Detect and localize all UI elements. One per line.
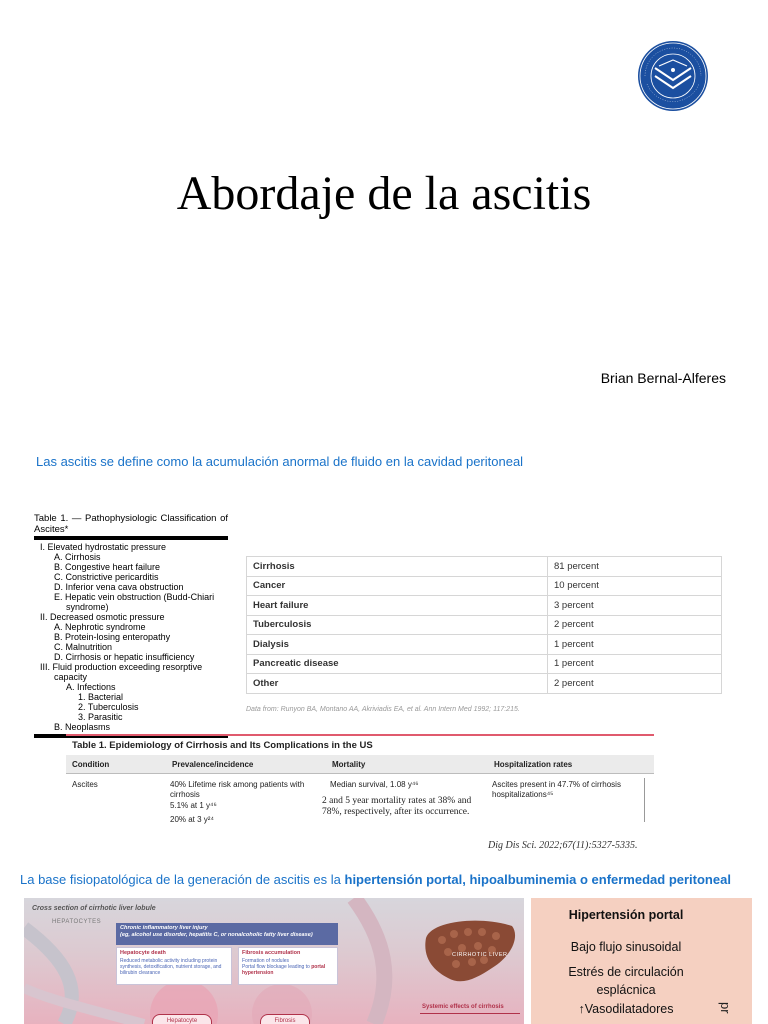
ascites-definition: Las ascitis se define como la acumulación anormal de fluido en la cavidad peritoneal [36, 454, 524, 469]
cell-prevalence-2: 5.1% at 1 y⁴⁶ [170, 801, 217, 810]
header-hospitalization: Hospitalization rates [494, 760, 573, 769]
classification-row: C. Malnutrition [54, 642, 113, 652]
causes-row [247, 576, 722, 596]
classification-row: 2. Tuberculosis [78, 702, 139, 712]
hepatocytes-label: HEPATOCYTES [52, 919, 102, 925]
systemic-effects-label: Systemic effects of cirrhosis [422, 1004, 504, 1010]
cause-condition: Tuberculosis [247, 615, 548, 635]
cause-percent: 1 percent [548, 654, 722, 674]
fibrosis-text-2 [242, 964, 334, 976]
presentation-title: Abordaje de la ascitis [176, 167, 592, 220]
cause-percent: 2 percent [548, 615, 722, 635]
classification-row: D. Cirrhosis or hepatic insufficiency [54, 652, 195, 662]
cause-condition: Pancreatic disease [247, 654, 548, 674]
portal-hypertension-panel [531, 898, 752, 1024]
causes-row [247, 635, 722, 655]
epidemiology-table [66, 734, 654, 828]
panel-title: Hipertensión portal [568, 908, 684, 922]
hepatocyte-pill: Hepatocyte [152, 1014, 212, 1024]
table-title: Table 1. — Pathophysiologic Classification of Ascites* [34, 513, 228, 535]
classification-row: 3. Parasitic [78, 712, 123, 722]
fibrosis-text-bold: portal hypertension [242, 964, 326, 976]
pathophysiology-heading [20, 872, 731, 887]
header-condition: Condition [72, 760, 110, 769]
fibrosis-title: Fibrosis accumulation [242, 950, 301, 956]
cause-condition: Dialysis [247, 635, 548, 655]
table-border [644, 778, 645, 822]
panel-item-3: esplácnica [596, 983, 656, 997]
classification-row: A. Nephrotic syndrome [54, 622, 146, 632]
causes-row [247, 674, 722, 694]
cell-condition: Ascites [72, 780, 98, 789]
cell-hospitalization: Ascites present in 47.7% of cirrhosis hospitalizations⁴⁵ [492, 780, 621, 799]
classification-row: B. Congestive heart failure [54, 562, 161, 572]
causes-row [247, 557, 722, 577]
panel-item-4: ↑Vasodilatadores [578, 1002, 674, 1016]
hepatocyte-death-box [116, 947, 232, 985]
classification-row: D. Inferior vena cava obstruction [54, 582, 184, 592]
cirrhosis-figure [24, 898, 524, 1024]
cell-prevalence-1: 40% Lifetime risk among patients with cirrhosis [170, 780, 305, 799]
cause-percent: 3 percent [548, 596, 722, 616]
cause-condition: Heart failure [247, 596, 548, 616]
causes-source: Data from: Runyon BA, Montano AA, Akriviadis EA, et al. Ann Intern Med 1992; 117:215. [246, 706, 520, 713]
cause-condition: Cancer [247, 576, 548, 596]
classification-row: 1. Bacterial [78, 692, 124, 702]
cell-mortality-note: 2 and 5 year mortality rates at 38% and 78%, respectively, after its occurrence. [322, 796, 472, 817]
pathophysiologic-classification-table [34, 513, 228, 740]
injury-subtitle: (eg, alcohol use disorder, hepatitis C, or nonalcoholic fatty liver disease) [120, 932, 313, 938]
classification-row: syndrome) [66, 602, 109, 612]
injury-box [116, 923, 338, 945]
citation: Dig Dis Sci. 2022;67(11):5327-5335. [488, 840, 638, 851]
cause-percent: 10 percent [548, 576, 722, 596]
seal-icon [637, 40, 709, 112]
causes-row [247, 615, 722, 635]
injury-title: Chronic inflammatory liver injury [120, 925, 208, 931]
cause-condition: Cirrhosis [247, 557, 548, 577]
heading-emphasis: hipertensión portal, hipoalbuminemia o enfermedad peritoneal [344, 872, 731, 887]
death-text: Reduced metabolic activity including protein synthesis, detoxification, nutrient storage, and bilirubin clearance [120, 958, 222, 976]
classification-row: A. Infections [66, 682, 116, 692]
cause-condition: Other [247, 674, 548, 694]
panel-side-text: pr [718, 1002, 733, 1014]
fibrosis-text-2a: Portal flow blockage leading to [242, 964, 312, 970]
fibrosis-pill: Fibrosis [260, 1014, 310, 1024]
causes-table [246, 556, 722, 694]
causes-row [247, 596, 722, 616]
death-title: Hepatocyte death [120, 950, 166, 956]
classification-row: A. Cirrhosis [54, 552, 101, 562]
cell-prevalence-3: 20% at 3 y²⁴ [170, 815, 214, 824]
classification-row: capacity [54, 672, 88, 682]
classification-row: I. Elevated hydrostatic pressure [40, 542, 167, 552]
cause-percent: 2 percent [548, 674, 722, 694]
panel-item-1: Bajo flujo sinusoidal [570, 940, 682, 954]
classification-row: III. Fluid production exceeding resorptive [40, 662, 203, 672]
cirrhotic-liver-label: CIRRHOTIC LIVER [452, 952, 508, 958]
institution-logo [637, 40, 709, 112]
fibrosis-text-1: Formation of nodules [242, 958, 289, 964]
classification-row: E. Hepatic vein obstruction (Budd-Chiari [54, 592, 215, 602]
cause-percent: 81 percent [548, 557, 722, 577]
author-name: Brian Bernal-Alferes [600, 370, 726, 386]
panel-item-2: Estrés de circulación [568, 965, 684, 979]
heading-text: La base fisiopatológica de la generación de ascitis es la [20, 872, 345, 887]
classification-row: B. Protein-losing enteropathy [54, 632, 171, 642]
epidemiology-title: Table 1. Epidemiology of Cirrhosis and Its Complications in the US [72, 740, 373, 751]
classification-row: C. Constrictive pericarditis [54, 572, 159, 582]
systemic-divider [420, 1013, 520, 1014]
cause-percent: 1 percent [548, 635, 722, 655]
classification-list [34, 542, 228, 732]
cell-mortality: Median survival, 1.08 y⁴⁶ [330, 780, 419, 789]
classification-row: II. Decreased osmotic pressure [40, 612, 165, 622]
header-prevalence: Prevalence/incidence [172, 760, 254, 769]
figure-label: Cross section of cirrhotic liver lobule [32, 905, 156, 912]
table-rule [34, 536, 228, 540]
causes-row [247, 654, 722, 674]
classification-row: B. Neoplasms [54, 722, 111, 732]
table-accent-line [66, 734, 654, 736]
fibrosis-box [238, 947, 338, 985]
header-mortality: Mortality [332, 760, 366, 769]
